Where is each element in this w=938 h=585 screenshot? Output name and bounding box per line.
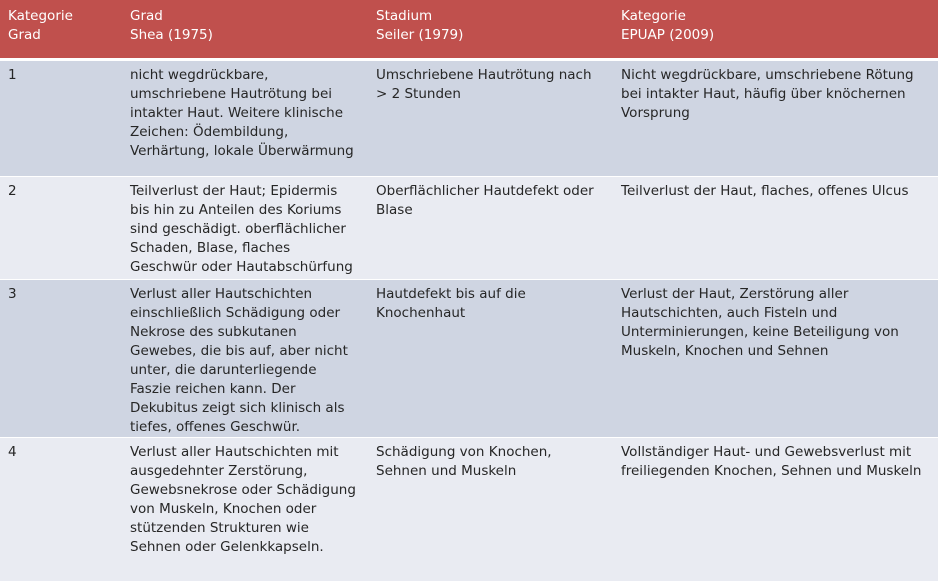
header-kategorie-epuap xyxy=(613,0,938,59)
table-row xyxy=(0,437,938,581)
cell-shea: Verlust aller Hautschichten einschließlich Schädigung oder Nekrose des subkutanen Gewebes, die bis auf, aber nicht unter, die darunterliegende Faszie reichen kann. Der Dekubitus zeigt sich klinisch als tiefes, offenes Geschwür. xyxy=(130,285,348,435)
header-line: Grad xyxy=(8,27,41,43)
cell-grade: 3 xyxy=(8,285,17,302)
table-row xyxy=(0,279,938,437)
header-line: Stadium xyxy=(376,8,433,24)
cell-seiler: Oberflächlicher Hautdefekt oder Blase xyxy=(376,182,594,218)
header-line: EPUAP (2009) xyxy=(621,27,715,43)
table-row xyxy=(0,59,938,176)
table-row xyxy=(0,176,938,279)
cell-grade: 1 xyxy=(8,66,17,83)
header-line: Grad xyxy=(130,8,163,24)
header-line: Shea (1975) xyxy=(130,27,213,43)
header-kategorie-grad xyxy=(0,0,122,59)
header-grad-shea xyxy=(122,0,368,59)
cell-epuap: Vollständiger Haut- und Gewebsverlust mit freiliegenden Knochen, Sehnen und Muskeln xyxy=(621,443,922,479)
cell-seiler: Hautdefekt bis auf die Knochenhaut xyxy=(376,285,526,321)
table-body xyxy=(0,59,938,581)
header-stadium-seiler xyxy=(368,0,613,59)
cell-seiler: Umschriebene Hautrötung nach > 2 Stunden xyxy=(376,66,592,102)
header-line: Kategorie xyxy=(621,8,686,24)
cell-shea: nicht wegdrückbare, umschriebene Hautrötung bei intakter Haut. Weitere klinische Zeichen: Ödembildung, Verhärtung, lokale Überwärmung xyxy=(130,66,354,159)
cell-grade: 4 xyxy=(8,443,17,460)
cell-grade: 2 xyxy=(8,182,17,199)
cell-epuap: Verlust der Haut, Zerstörung aller Hautschichten, auch Fisteln und Unterminierungen, keine Beteiligung von Muskeln, Knochen und Sehnen xyxy=(621,285,899,359)
cell-epuap: Teilverlust der Haut, flaches, offenes Ulcus xyxy=(621,182,909,199)
table-header xyxy=(0,0,938,59)
header-line: Seiler (1979) xyxy=(376,27,464,43)
cell-seiler: Schädigung von Knochen, Sehnen und Muskeln xyxy=(376,443,552,479)
header-row xyxy=(0,0,938,59)
cell-shea: Verlust aller Hautschichten mit ausgedehnter Zerstörung, Gewebsnekrose oder Schädigung von Muskeln, Knochen oder stützenden Strukturen wie Sehnen oder Gelenkkapseln. xyxy=(130,443,356,555)
cell-shea: Teilverlust der Haut; Epidermis bis hin zu Anteilen des Koriums sind geschädigt. oberflächlicher Schaden, Blase, flaches Geschwür oder Hautabschürfung xyxy=(130,182,353,275)
cell-epuap: Nicht wegdrückbare, umschriebene Rötung bei intakter Haut, häufig über knöchernen Vorsprung xyxy=(621,66,914,121)
header-line: Kategorie xyxy=(8,8,73,24)
